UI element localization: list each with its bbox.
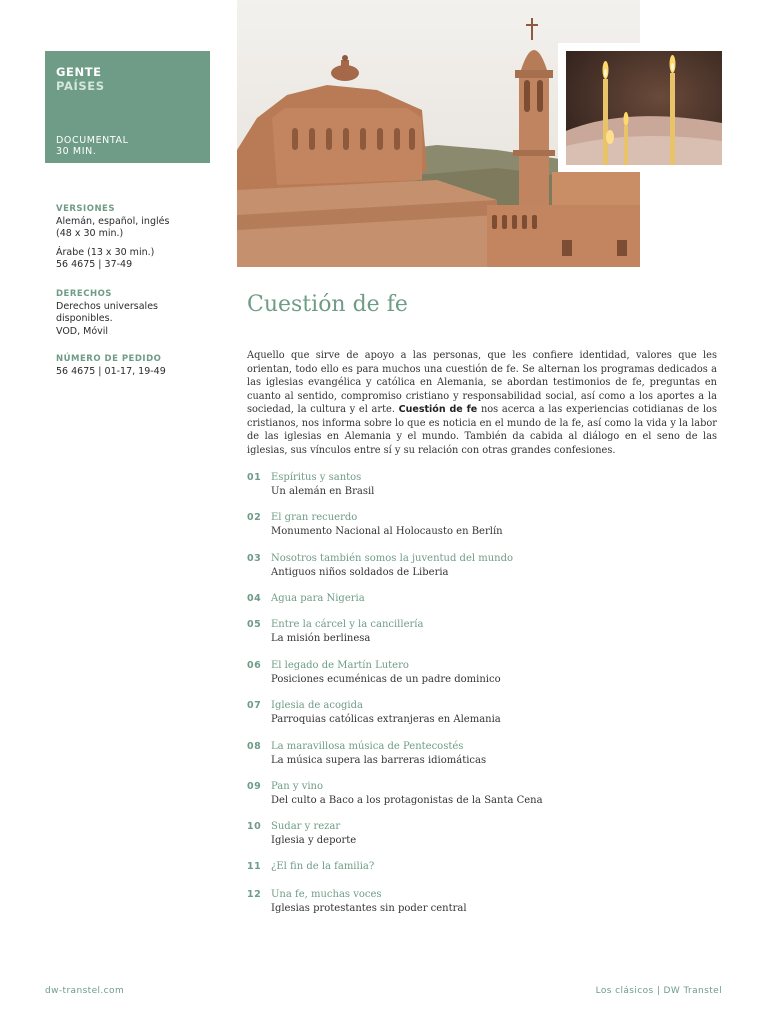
episode-subtitle: Del culto a Baco a los protagonistas de la Santa Cena [271, 794, 543, 806]
episode-title: La maravillosa música de Pentecostés [271, 741, 464, 752]
episode-title: Nosotros también somos la juventud del mundo [271, 553, 514, 564]
episode-title: ¿El fin de la familia? [271, 861, 375, 872]
category-box [45, 51, 210, 163]
rights-block [56, 288, 226, 338]
order-heading: NÚMERO DE PEDIDO [56, 354, 162, 364]
order-block [56, 353, 226, 378]
episode-title: Espíritus y santos [271, 472, 362, 483]
episode-subtitle: La música supera las barreras idiomáticas [271, 754, 487, 766]
episode-number: 04 [247, 593, 262, 604]
versions-line: Árabe (13 x 30 min.) [56, 246, 155, 258]
intro-emphasis: Cuestión de fe [398, 404, 478, 415]
episode-number: 12 [247, 889, 262, 900]
episode-title: Iglesia de acogida [271, 700, 363, 711]
episode-subtitle: Iglesias protestantes sin poder central [271, 902, 467, 914]
episode-title: Entre la cárcel y la cancillería [271, 619, 424, 630]
episode-number: 05 [247, 619, 262, 630]
versions-line: Alemán, español, inglés [56, 215, 170, 227]
episode-number: 10 [247, 821, 262, 832]
format-label: DOCUMENTAL 30 MIN. [56, 135, 129, 157]
footer-website: dw-transtel.com [45, 986, 125, 996]
episode-number: 06 [247, 660, 262, 671]
episode-subtitle: La misión berlinesa [271, 632, 371, 644]
episode-title: Sudar y rezar [271, 821, 341, 832]
episode-subtitle: Antiguos niños soldados de Liberia [271, 566, 449, 578]
candles-photo [558, 43, 730, 172]
episode-number: 01 [247, 472, 262, 483]
intro-paragraph: Aquello que sirve de apoyo a las personas, que les confiere identidad, valores que les orientan, todo ello es para muchos una cuestión de fe. Se alternan los programas dedicados a las iglesias evangélica y católica en Alemania, se abordan testimonios de fe, preguntas en cuanto al sentido, compromiso cristiano y responsabilidad social, así como a los aportes a la sociedad, la cultura y el arte. Cuestión de fe nos acerca a las experiencias cotidianas de los cristianos, nos informa sobre lo que es noticia en el mundo de la fe, así como la vida y la labor de las iglesias en Alemania y el mundo. También da cabida al diálogo en el seno de las iglesias, sus vínculos entre sí y su relación con otras grandes confesiones. [247, 350, 717, 456]
rights-heading: DERECHOS [56, 289, 112, 299]
episode-subtitle: Posiciones ecuménicas de un padre dominico [271, 673, 501, 685]
episode-title: Agua para Nigeria [271, 593, 365, 604]
episode-subtitle: Iglesia y deporte [271, 834, 357, 846]
episode-subtitle: Un alemán en Brasil [271, 485, 375, 497]
order-number: 56 4675 | 01-17, 19-49 [56, 365, 166, 377]
versions-line: 56 4675 | 37-49 [56, 259, 133, 270]
versions-block [56, 203, 226, 272]
page-title: Cuestión de fe [247, 292, 408, 317]
episode-title: Una fe, muchas voces [271, 889, 382, 900]
versions-line: (48 x 30 min.) [56, 228, 124, 239]
episode-title: El legado de Martín Lutero [271, 660, 409, 671]
episode-number: 07 [247, 700, 262, 711]
subcategory-label: PAÍSES [56, 79, 105, 93]
episode-number: 08 [247, 741, 262, 752]
episode-number: 11 [247, 861, 262, 872]
rights-line: Derechos universales [56, 300, 158, 312]
episode-number: 09 [247, 781, 262, 792]
rights-line: disponibles. [56, 313, 113, 324]
episode-number: 03 [247, 553, 262, 564]
category-label: GENTE [56, 65, 102, 79]
episode-subtitle: Monumento Nacional al Holocausto en Berlín [271, 525, 503, 537]
footer-series: Los clásicos | DW Transtel [595, 986, 722, 996]
episode-title: El gran recuerdo [271, 512, 358, 523]
versions-heading: VERSIONES [56, 204, 115, 214]
episode-subtitle: Parroquias católicas extranjeras en Alemania [271, 713, 501, 725]
rights-line: VOD, Móvil [56, 325, 109, 337]
episode-number: 02 [247, 512, 262, 523]
episode-title: Pan y vino [271, 781, 323, 792]
